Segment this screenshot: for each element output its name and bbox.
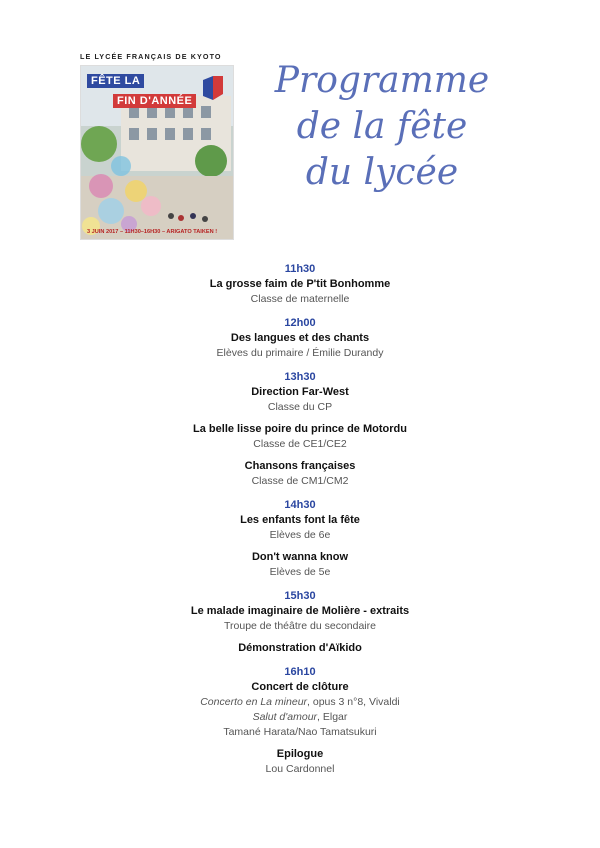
act-title: Direction Far-West — [251, 386, 349, 398]
time-slot: 15h30 — [284, 590, 316, 602]
piece-title: Concerto en La mineur — [200, 696, 308, 708]
act-performers — [100, 695, 500, 710]
title-line-3: du lycée — [305, 152, 459, 193]
act-title: Chansons françaises — [244, 460, 356, 472]
time-slot: 12h00 — [284, 317, 316, 329]
title-line-2: de la fête — [296, 106, 468, 147]
act-performers: Classe de CM1/CM2 — [251, 475, 349, 487]
poster-fete-label: FÊTE LA — [87, 74, 144, 88]
act-title: Démonstration d'Aïkido — [238, 642, 362, 654]
poster — [80, 52, 232, 238]
act-performers: Elèves de 5e — [269, 566, 331, 578]
page-title — [262, 58, 502, 196]
piece-details: , Elgar — [317, 711, 348, 723]
act-title: Le malade imaginaire de Molière - extraits — [190, 605, 410, 617]
act-title: Les enfants font la fête — [240, 514, 360, 526]
act-performers: Elèves de 6e — [269, 529, 331, 541]
act-performers — [100, 710, 500, 725]
piece-title: Salut d'amour — [252, 711, 318, 723]
act-title: La belle lisse poire du prince de Motordu — [193, 423, 407, 435]
poster-school-name: LE LYCÉE FRANÇAIS DE KYOTO — [80, 52, 222, 61]
poster-fin-label: FIN D'ANNÉE — [113, 94, 196, 108]
act-performers: Classe de CE1/CE2 — [253, 438, 347, 450]
time-slot: 13h30 — [284, 371, 316, 383]
piece-details: , opus 3 n°8, Vivaldi — [307, 696, 400, 708]
poster-footer: 3 JUIN 2017 – 11H30–16H30 – ARIGATO TAIKEN ! — [87, 229, 218, 235]
time-slot: 14h30 — [284, 499, 316, 511]
act-title: Des langues et des chants — [230, 332, 370, 344]
act-title: Concert de clôture — [251, 681, 349, 693]
act-performers: Lou Cardonnel — [265, 763, 335, 775]
act-performers: Classe du CP — [267, 401, 333, 413]
act-performers: Tamané Harata/Nao Tamatsukuri — [223, 726, 377, 738]
program-list — [100, 262, 500, 777]
act-performers: Elèves du primaire / Émilie Durandy — [216, 347, 384, 359]
act-title: Don't wanna know — [251, 551, 349, 563]
poster-illustration — [81, 66, 233, 239]
time-slot: 11h30 — [284, 263, 316, 275]
act-title: La grosse faim de P'tit Bonhomme — [209, 278, 391, 290]
act-performers: Classe de maternelle — [250, 293, 350, 305]
act-title: Epilogue — [276, 748, 324, 760]
act-performers: Troupe de théâtre du secondaire — [224, 620, 376, 632]
title-line-1: Programme — [274, 60, 490, 101]
time-slot: 16h10 — [284, 666, 316, 678]
poster-image — [80, 65, 234, 240]
